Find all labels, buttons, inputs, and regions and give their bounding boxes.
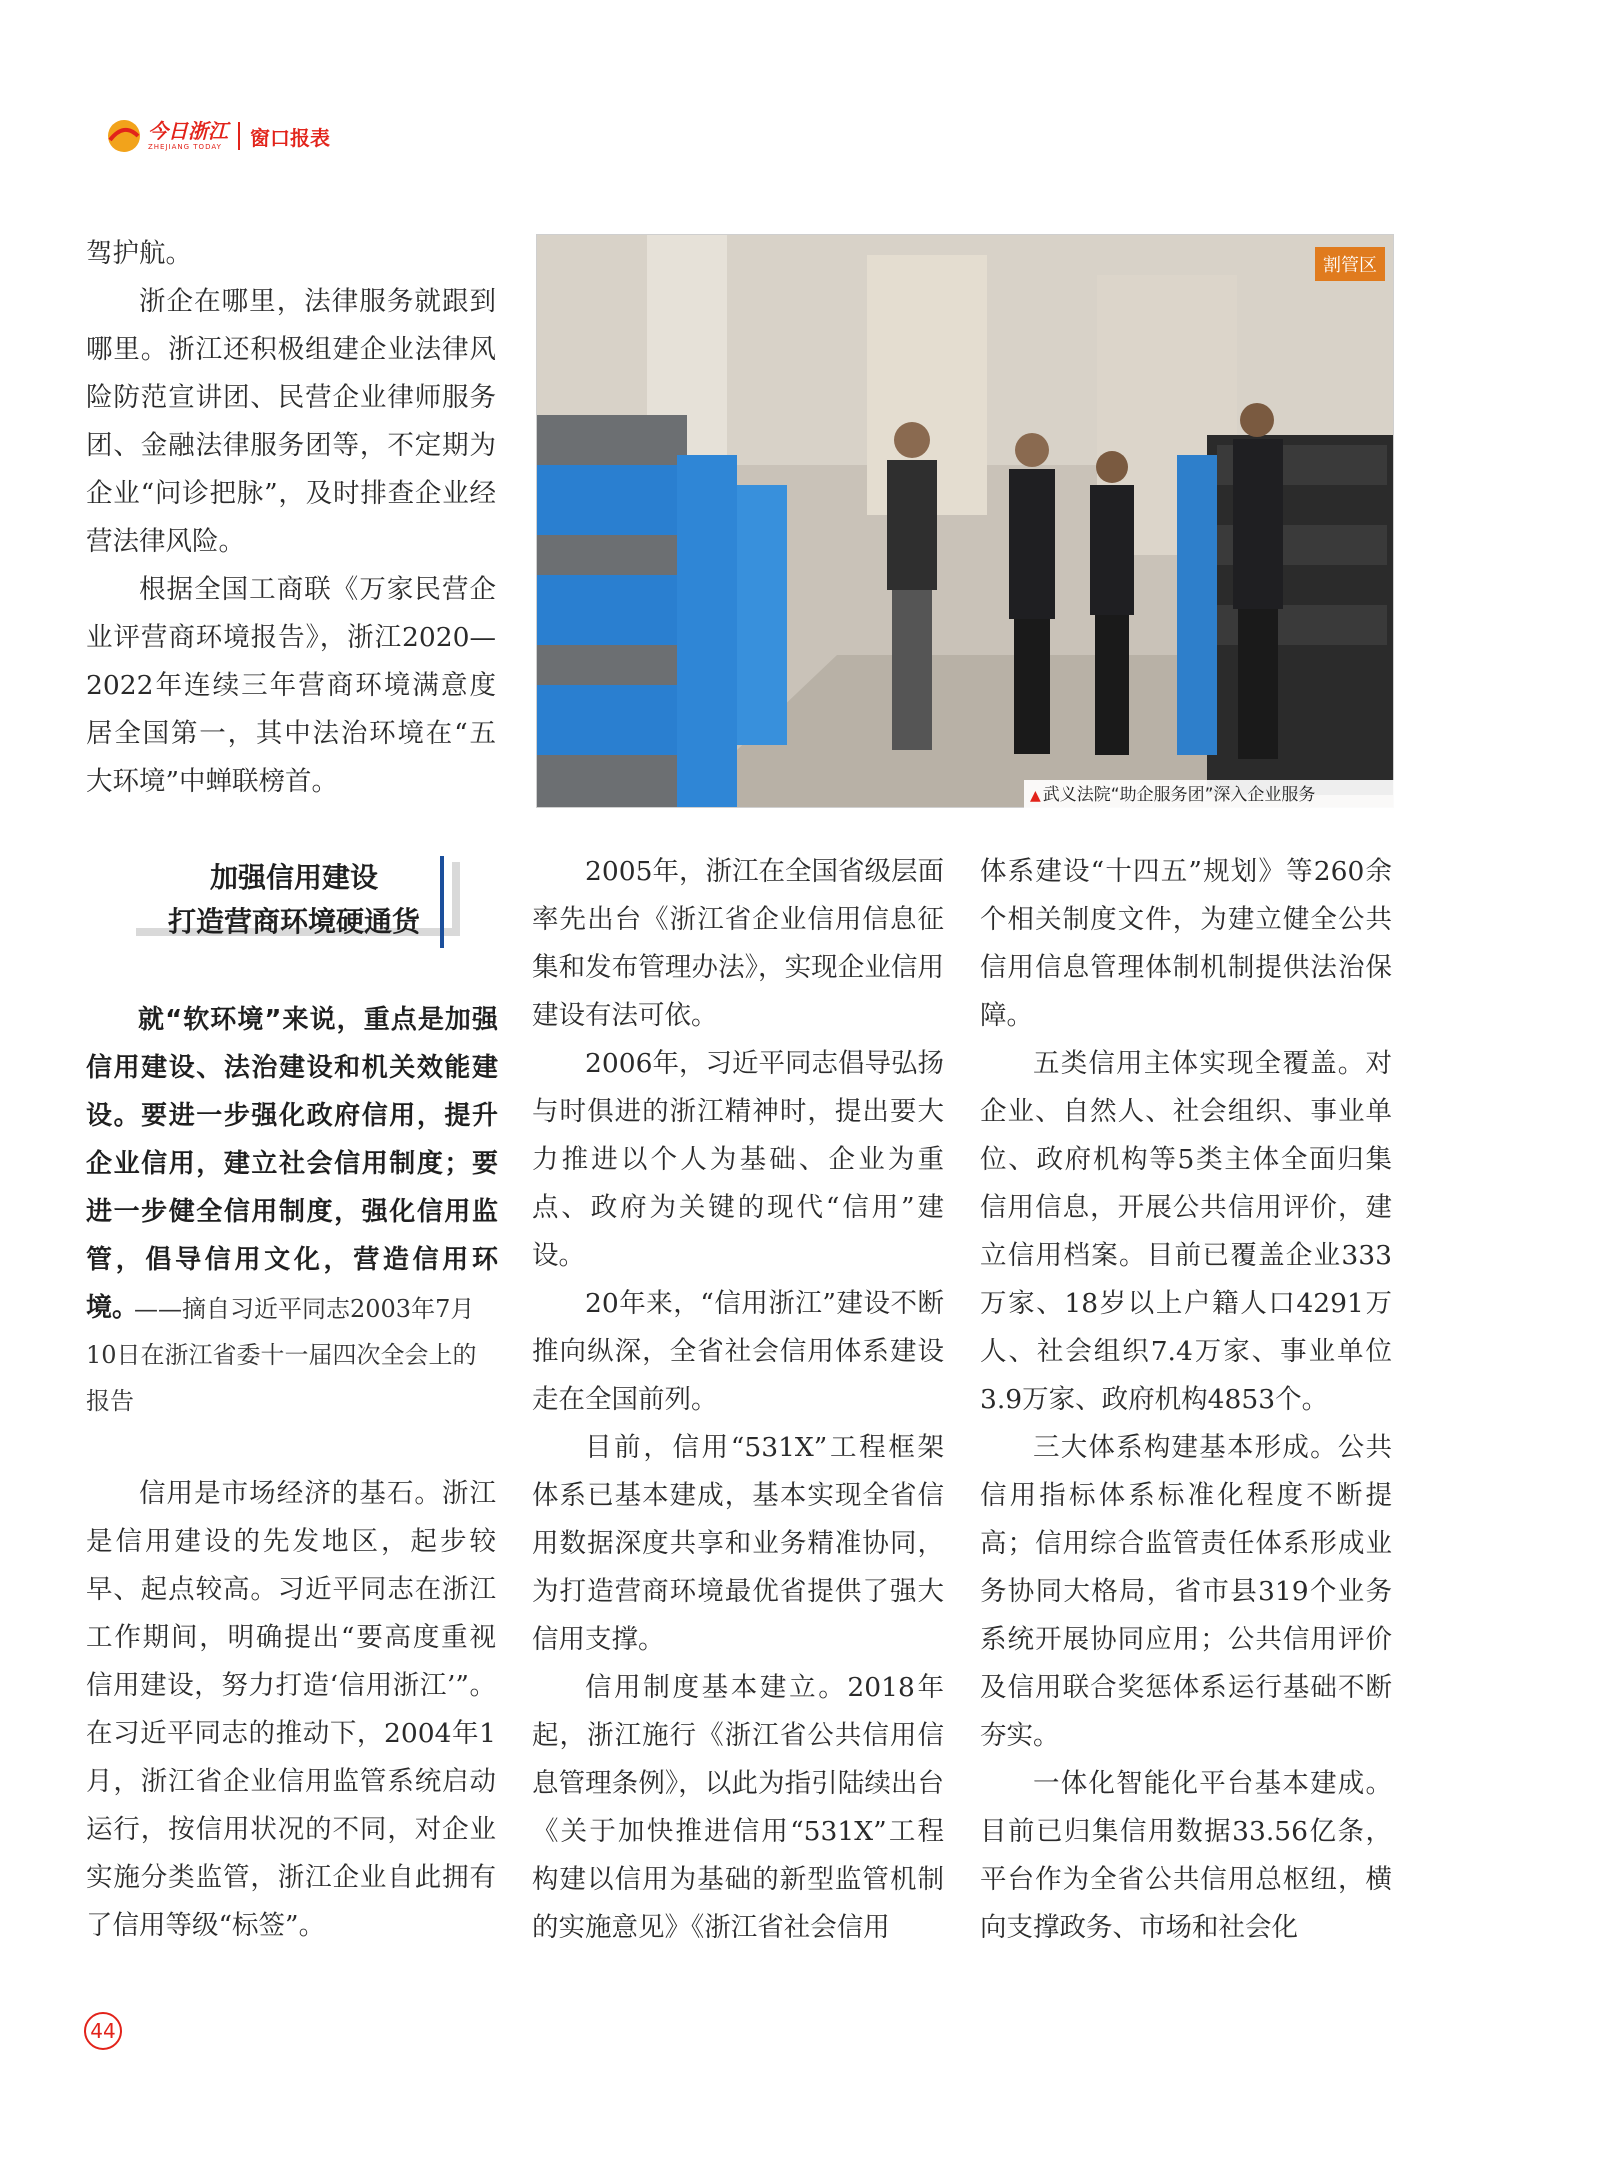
paragraph: 2005年，浙江在全国省级层面率先出台《浙江省企业信用信息征集和发布管理办法》，实现企业信用建设有法可依。 bbox=[532, 856, 944, 1031]
quote-text: 就“软环境”来说，重点是加强信用建设、法治建设和机关效能建设。要进一步强化政府信用，提升企业信用，建立社会信用制度；要进一步健全信用制度，强化信用监管，倡导信用文化，营造信用环境。 bbox=[86, 1005, 498, 1323]
paragraph: 三大体系构建基本形成。公共信用指标体系标准化程度不断提高；信用综合监管责任体系形成业务协同大格局，省市县319个业务系统开展协同应用；公共信用评价及信用联合奖惩体系运行基础不断夯实。 bbox=[980, 1432, 1392, 1751]
paragraph: 体系建设“十四五”规划》等260余个相关制度文件，为建立健全公共信用信息管理体制机制提供法治保障。 bbox=[980, 856, 1392, 1031]
paragraph: 信用是市场经济的基石。浙江是信用建设的先发地区，起步较早、起点较高。习近平同志在浙江工作期间，明确提出“要高度重视信用建设，努力打造‘信用浙江’”。在习近平同志的推动下，2004年1月，浙江省企业信用监管系统启动运行，按信用状况的不同，对企业实施分类监管，浙江企业自此拥有了信用等级“标签”。 bbox=[86, 1478, 496, 1941]
section-heading bbox=[148, 856, 444, 936]
paragraph: 一体化智能化平台基本建成。目前已归集信用数据33.56亿条，平台作为全省公共信用总枢纽，横向支撑政务、市场和社会化 bbox=[980, 1768, 1392, 1943]
left-column-bottom bbox=[86, 1470, 496, 1950]
factory-photo-illustration bbox=[537, 235, 1393, 807]
logo-sun-icon bbox=[104, 116, 144, 156]
left-column-top bbox=[86, 230, 496, 806]
article-photo bbox=[536, 234, 1394, 808]
paragraph: 信用制度基本建立。2018年起，浙江施行《浙江省公共信用信息管理条例》，以此为指引陆续出台《关于加快推进信用“531X”工程构建以信用为基础的新型监管机制的实施意见》《浙江省社会信用 bbox=[532, 1672, 944, 1943]
page-number: 44 bbox=[84, 2012, 122, 2050]
logo-subtitle: ZHEJIANG TODAY bbox=[148, 143, 222, 151]
paragraph: 五类信用主体实现全覆盖。对企业、自然人、社会组织、事业单位、政府机构等5类主体全面归集信用信息，开展公共信用评价，建立信用档案。目前已覆盖企业333万家、18岁以上户籍人口4291万人、社会组织7.4万家、事业单位3.9万家、政府机构4853个。 bbox=[980, 1048, 1392, 1415]
triangle-icon: ▲ bbox=[1030, 788, 1041, 804]
right-column bbox=[980, 848, 1392, 1952]
heading-shadow-vertical bbox=[452, 862, 460, 936]
heading-accent-bar bbox=[440, 856, 444, 948]
heading-line-1: 加强信用建设 bbox=[209, 861, 378, 894]
paragraph: 20年来，“信用浙江”建设不断推向纵深，全省社会信用体系建设走在全国前列。 bbox=[532, 1288, 944, 1415]
section-title: 窗口报表 bbox=[250, 125, 330, 150]
heading-line-2: 打造营商环境硬通货 bbox=[167, 905, 420, 938]
caption-text: 武义法院“助企服务团”深入企业服务 bbox=[1042, 785, 1316, 805]
magazine-header bbox=[104, 116, 330, 156]
header-divider bbox=[238, 122, 240, 150]
quote-source: ——摘自习近平同志2003年7月10日在浙江省委十一届四次全会上的报告 bbox=[86, 1295, 477, 1415]
paragraph: 目前，信用“531X”工程框架体系已基本建成，基本实现全省信用数据深度共享和业务精准协同，为打造营商环境最优省提供了强大信用支撑。 bbox=[532, 1432, 944, 1655]
paragraph: 根据全国工商联《万家民营企业评营商环境报告》，浙江2020—2022年连续三年营商环境满意度居全国第一，其中法治环境在“五大环境”中蝉联榜首。 bbox=[86, 574, 496, 797]
warehouse-sign: 割管区 bbox=[1323, 255, 1377, 276]
paragraph: 2006年，习近平同志倡导弘扬与时俱进的浙江精神时，提出要大力推进以个人为基础、企业为重点、政府为关键的现代“信用”建设。 bbox=[532, 1048, 944, 1271]
middle-column bbox=[532, 848, 944, 1952]
photo-caption bbox=[1024, 780, 1396, 810]
paragraph: 驾护航。 bbox=[86, 238, 192, 269]
logo bbox=[148, 121, 228, 151]
logo-wordmark: 今日浙江 bbox=[148, 119, 228, 143]
paragraph: 浙企在哪里，法律服务就跟到哪里。浙江还积极组建企业法律风险防范宣讲团、民营企业律师服务团、金融法律服务团等，不定期为企业“问诊把脉”，及时排查企业经营法律风险。 bbox=[86, 286, 496, 557]
